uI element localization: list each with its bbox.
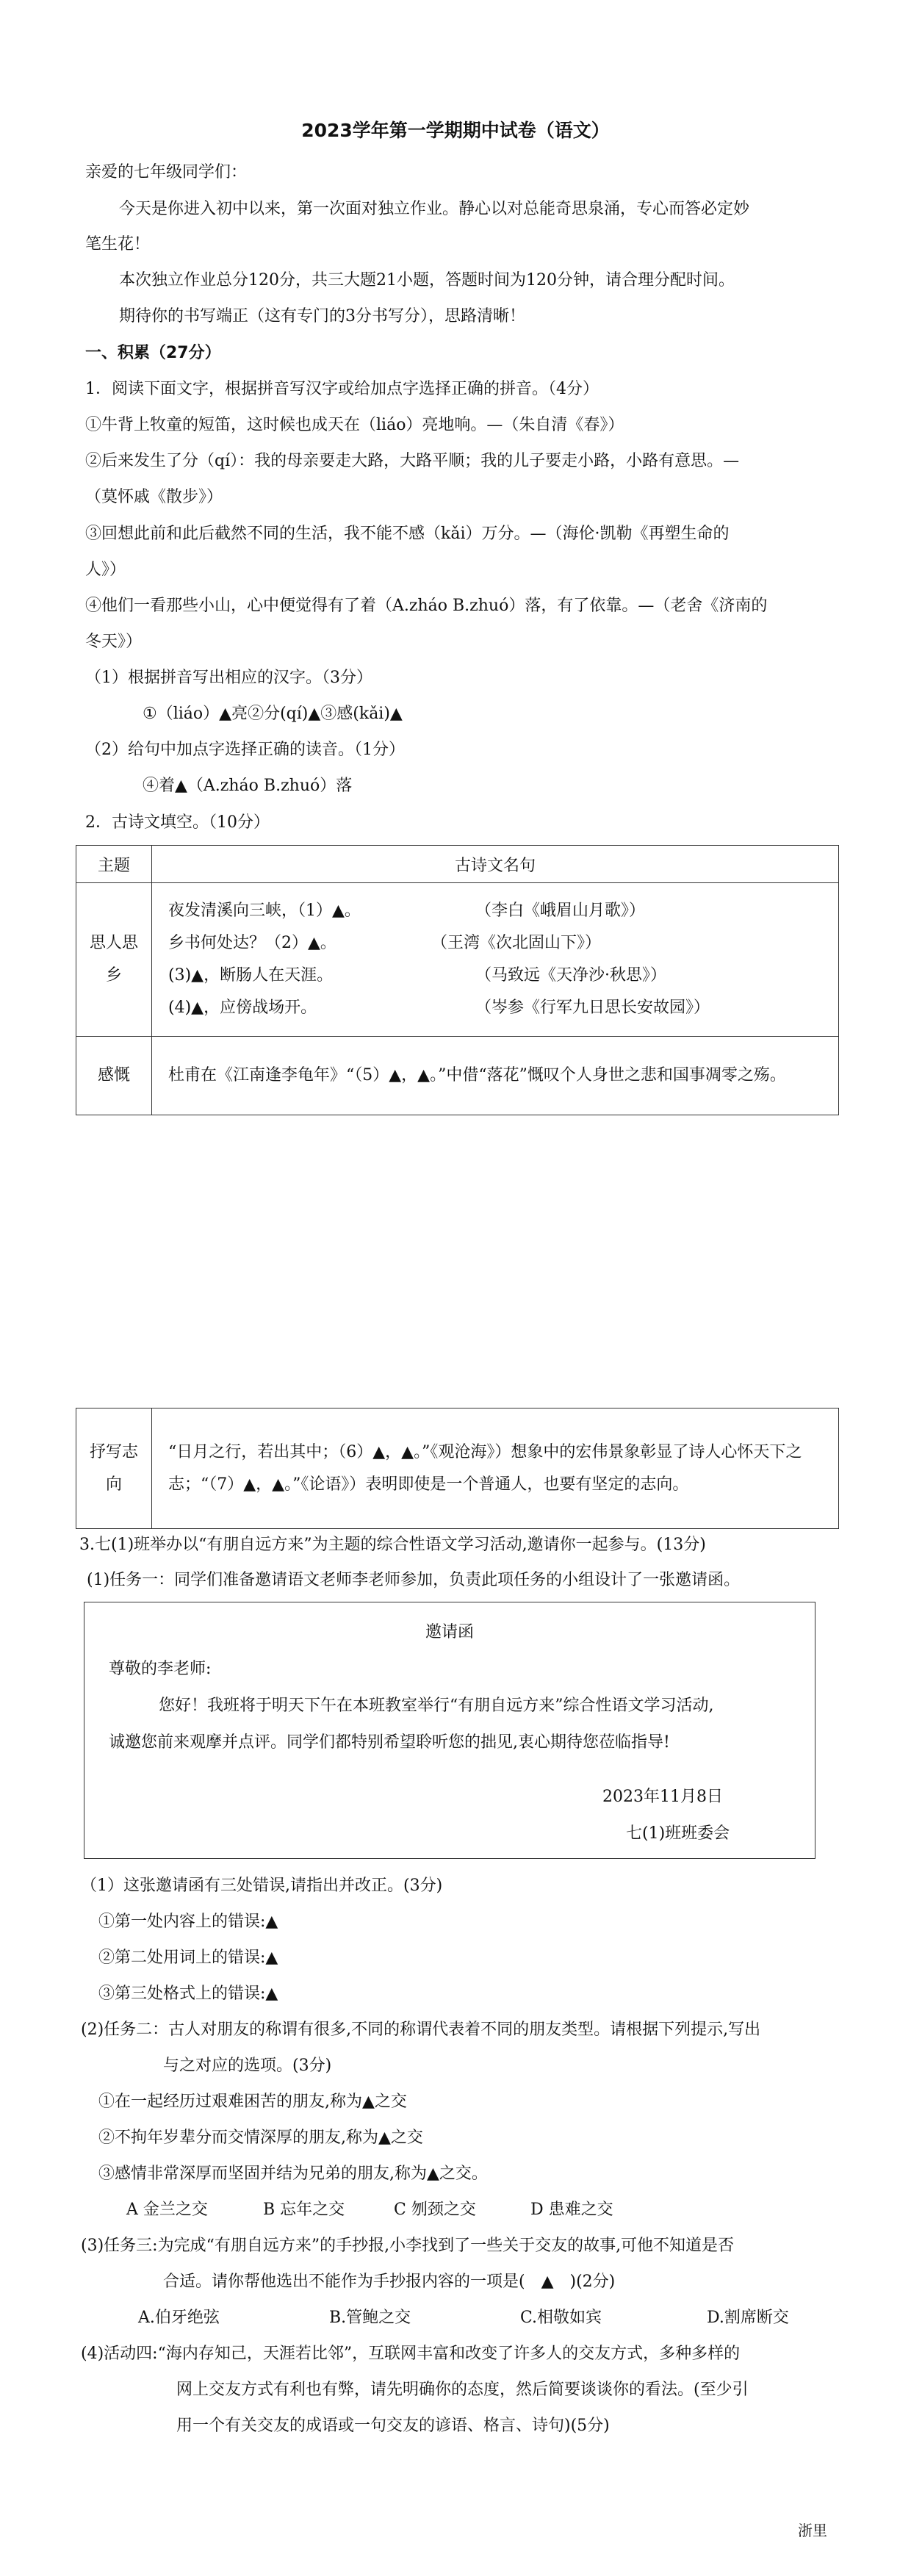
poem-line-1-source: （李白《峨眉山月歌》） (475, 902, 646, 920)
letter-body-2: 诚邀您前来观摩并点评。同学们都特别希望聆听您的拙见,衷心期待您莅临指导! (109, 1733, 670, 1752)
poem-line-4-text: (4)▲，应傍战场开。 (168, 999, 317, 1017)
task-2-item-1[interactable]: ①在一起经历过艰难困苦的朋友,称为▲之交 (98, 2093, 407, 2111)
task-1: (1)任务一：同学们准备邀请语文老师李老师参加，负责此项任务的小组设计了一张邀请函。 (87, 1571, 741, 1589)
task-3-cont[interactable]: 合适。请你帮他选出不能作为手抄报内容的一项是( ▲ )(2分) (163, 2273, 616, 2291)
intro-paragraph-1: 今天是你进入初中以来，第一次面对独立作业。静心以对总能奇思泉涌，专心而答必定妙 (119, 200, 750, 218)
task-2-option-b[interactable]: B 忘年之交 (263, 2201, 345, 2219)
intro-paragraph-2: 本次独立作业总分120分，共三大题21小题，答题时间为120分钟，请合理分配时间。 (119, 271, 735, 289)
q1-sentence-2-cont: （莫怀戚《散步》） (85, 488, 223, 506)
task-2-cont: 与之对应的选项。(3分) (163, 2057, 332, 2075)
q1-sub-2: （2）给句中加点字选择正确的读音。（1分） (85, 741, 405, 759)
task-4: (4)活动四:“海内存知己，天涯若比邻”，互联网丰富和改变了许多人的交友方式，多种多样的 (81, 2345, 741, 2363)
header-content: 古诗文名句 (152, 846, 839, 883)
table-row (76, 1408, 839, 1529)
q1-stem: 1．阅读下面文字，根据拼音写汉字或给加点字选择正确的拼音。（4分） (85, 380, 599, 398)
task-4-cont-2: 用一个有关交友的成语或一句交友的谚语、格言、诗句)(5分) (176, 2417, 610, 2435)
page-title: 2023学年第一学期期中试卷（语文） (301, 120, 610, 141)
header-theme: 主题 (76, 846, 152, 883)
poem-line-1[interactable] (152, 895, 838, 927)
task-3-option-d[interactable]: D.割席断交 (707, 2309, 789, 2327)
task-3-option-a[interactable]: A.伯牙绝弦 (138, 2309, 220, 2327)
letter-greeting: 尊敬的李老师: (109, 1660, 212, 1678)
q1-sentence-3-cont: 人》） (85, 561, 126, 579)
q1-sentence-3: ③回想此前和此后截然不同的生活，我不能不感（kǎi）万分。—（海伦·凯勒《再塑生命的 (85, 525, 730, 543)
poem-line-4[interactable] (152, 992, 838, 1024)
q1-sub-2-answer[interactable]: ④着▲（A.zháo B.zhuó）落 (143, 777, 353, 795)
letter-date: 2023年11月8日 (602, 1788, 723, 1806)
q1-sentence-4-cont: 冬天》） (85, 633, 143, 651)
q3-stem: 3.七(1)班举办以“有朋自远方来”为主题的综合性语文学习活动,邀请你一起参与。(13分) (79, 1536, 706, 1554)
q1-sub-1-answer[interactable]: ①（liáo）▲亮②分(qí)▲③感(kǎi)▲ (143, 705, 403, 723)
task-1-answer-2[interactable]: ②第二处用词上的错误:▲ (98, 1949, 278, 1967)
poem-line-3-text: (3)▲，断肠人在天涯。 (168, 966, 334, 985)
letter-signer: 七(1)班班委会 (626, 1824, 730, 1843)
poem-table-top (76, 845, 839, 1115)
task-3-option-c[interactable]: C.相敬如宾 (520, 2309, 602, 2327)
table-row (76, 883, 839, 1037)
task-2-option-d[interactable]: D 患难之交 (530, 2201, 613, 2219)
task-4-cont-1: 网上交友方式有利也有弊，请先明确你的态度，然后简要谈谈你的看法。(至少引 (176, 2381, 749, 2399)
q2-stem: 2．古诗文填空。（10分） (85, 813, 270, 832)
poem-table-bottom (76, 1408, 839, 1529)
poem-line-3-source: （马致远《天净沙·秋思》） (475, 966, 666, 985)
poem-line-1-text: 夜发清溪向三峡，（1）▲。 (168, 902, 361, 920)
intro-paragraph-1-cont: 笔生花！ (85, 235, 151, 253)
task-2-option-c[interactable]: C 刎颈之交 (394, 2201, 476, 2219)
intro-paragraph-3: 期待你的书写端正（这有专门的3分书写分），思路清晰！ (119, 307, 525, 325)
theme-ambition: 抒写志向 (76, 1408, 152, 1529)
task-2-option-a[interactable]: A 金兰之交 (126, 2201, 208, 2219)
q1-sentence-4: ④他们一看那些小山，心中便觉得有了着（A.zháo B.zhuó）落，有了依靠。—（老舍《济南的 (85, 597, 768, 615)
task-2-item-3[interactable]: ③感情非常深厚而坚固并结为兄弟的朋友,称为▲之交。 (98, 2165, 488, 2183)
poem-line-3[interactable] (152, 960, 838, 992)
letter-title: 邀请函 (425, 1623, 474, 1641)
ambition-row-text[interactable]: “日月之行，若出其中；（6）▲，▲。”《观沧海》）想象中的宏伟景象彰显了诗人心怀天下之志；“（7）▲，▲。”《论语》）表明即使是一个普通人，也要有坚定的志向。 (168, 1442, 802, 1494)
poem-line-2[interactable] (152, 927, 838, 960)
letter-body-1: 您好！我班将于明天下午在本班教室举行“有朋自远方来”综合性语文学习活动, (159, 1697, 714, 1715)
q1-sentence-2: ②后来发生了分（qí）：我的母亲要走大路，大路平顺；我的儿子要走小路，小路有意思。— (85, 452, 740, 470)
poem-line-2-text: 乡书何处达？（2）▲。 (168, 934, 336, 952)
table-header-row (76, 846, 839, 883)
table-row (76, 1037, 839, 1115)
poem-line-4-source: （岑参《行军九日思长安故园》） (475, 999, 710, 1017)
theme-lament: 感慨 (76, 1037, 152, 1115)
salutation: 亲爱的七年级同学们： (85, 163, 248, 181)
task-3: (3)任务三:为完成“有朋自远方来”的手抄报,小李找到了一些关于交友的故事,可他不知道是否 (81, 2237, 735, 2255)
q1-sentence-1: ①牛背上牧童的短笛，这时候也成天在（liáo）亮地响。—（朱自清《春》） (85, 416, 624, 434)
theme-homesick: 思人思乡 (76, 883, 152, 1037)
poem-line-2-source: （王湾《次北固山下》） (431, 934, 602, 952)
lament-row-text[interactable]: 杜甫在《江南逢李龟年》“（5）▲，▲。”中借“落花”慨叹个人身世之悲和国事凋零之殇。 (168, 1066, 786, 1084)
task-1-answer-1[interactable]: ①第一处内容上的错误:▲ (98, 1913, 278, 1931)
footer-mark: 浙里 (798, 2522, 827, 2539)
task-1-question: （1）这张邀请函有三处错误,请指出并改正。(3分) (81, 1877, 443, 1895)
task-2-item-2[interactable]: ②不拘年岁辈分而交情深厚的朋友,称为▲之交 (98, 2129, 423, 2147)
task-3-option-b[interactable]: B.管鲍之交 (329, 2309, 411, 2327)
section-heading: 一、积累（27分） (85, 344, 221, 362)
task-2: (2)任务二：古人对朋友的称谓有很多,不同的称谓代表着不同的朋友类型。请根据下列提示,写出 (81, 2021, 761, 2039)
q1-sub-1: （1）根据拼音写出相应的汉字。（3分） (85, 669, 372, 687)
task-1-answer-3[interactable]: ③第三处格式上的错误:▲ (98, 1985, 278, 2003)
